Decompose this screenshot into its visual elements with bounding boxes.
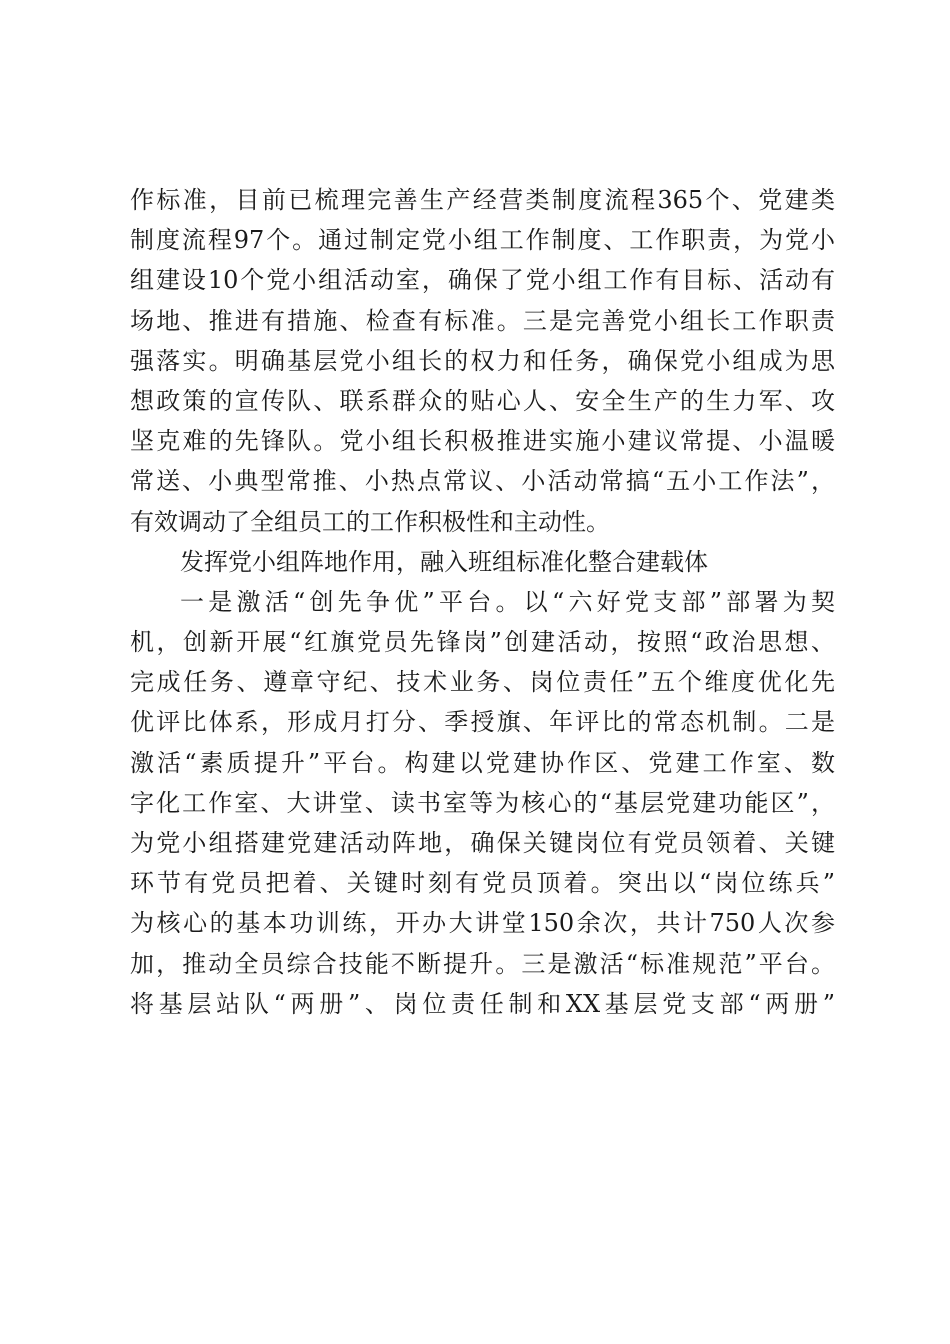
text-line: 制度流程97个。通过制定党小组工作制度、工作职责，为党小 (130, 226, 835, 255)
text-line: 将基层站队“两册”、岗位责任制和XX基层党支部“两册” (130, 989, 835, 1018)
text-line: 优评比体系，形成月打分、季授旗、年评比的常态机制。二是 (130, 708, 835, 737)
text-line: 激活“素质提升”平台。构建以党建协作区、党建工作室、数 (130, 748, 835, 777)
text-line: 场地、推进有措施、检查有标准。三是完善党小组长工作职责 (130, 306, 835, 335)
text-line: 有效调动了全组员工的工作积极性和主动性。 (130, 507, 610, 536)
text-line: 字化工作室、大讲堂、读书室等为核心的“基层党建功能区”， (130, 788, 835, 817)
text-line: 强落实。明确基层党小组长的权力和任务，确保党小组成为思 (130, 346, 835, 375)
section-heading: 发挥党小组阵地作用，融入班组标准化整合建载体 (180, 547, 708, 576)
text-line: 机，创新开展“红旗党员先锋岗”创建活动，按照“政治思想、 (130, 628, 835, 657)
text-line: 想政策的宣传队、联系群众的贴心人、安全生产的生力军、攻 (130, 386, 835, 415)
text-line: 组建设10个党小组活动室，确保了党小组工作有目标、活动有 (130, 266, 835, 295)
text-line: 作标准，目前已梳理完善生产经营类制度流程365个、党建类 (130, 186, 835, 214)
text-line: 环节有党员把着、关键时刻有党员顶着。突出以“岗位练兵” (130, 869, 835, 898)
text-line: 一是激活“创先争优”平台。以“六好党支部”部署为契 (180, 587, 835, 616)
body-text (130, 180, 835, 1024)
text-line: 为党小组搭建党建活动阵地，确保关键岗位有党员领着、关键 (130, 829, 835, 857)
text-line: 坚克难的先锋队。党小组长积极推进实施小建议常提、小温暖 (130, 427, 835, 456)
text-line: 为核心的基本功训练，开办大讲堂150余次，共计750人次参 (130, 909, 835, 938)
text-line: 常送、小典型常推、小热点常议、小活动常搞“五小工作法”， (130, 467, 835, 496)
text-line: 完成任务、遵章守纪、技术业务、岗位责任”五个维度优化先 (130, 668, 835, 697)
text-line: 加，推动全员综合技能不断提升。三是激活“标准规范”平台。 (130, 949, 835, 978)
